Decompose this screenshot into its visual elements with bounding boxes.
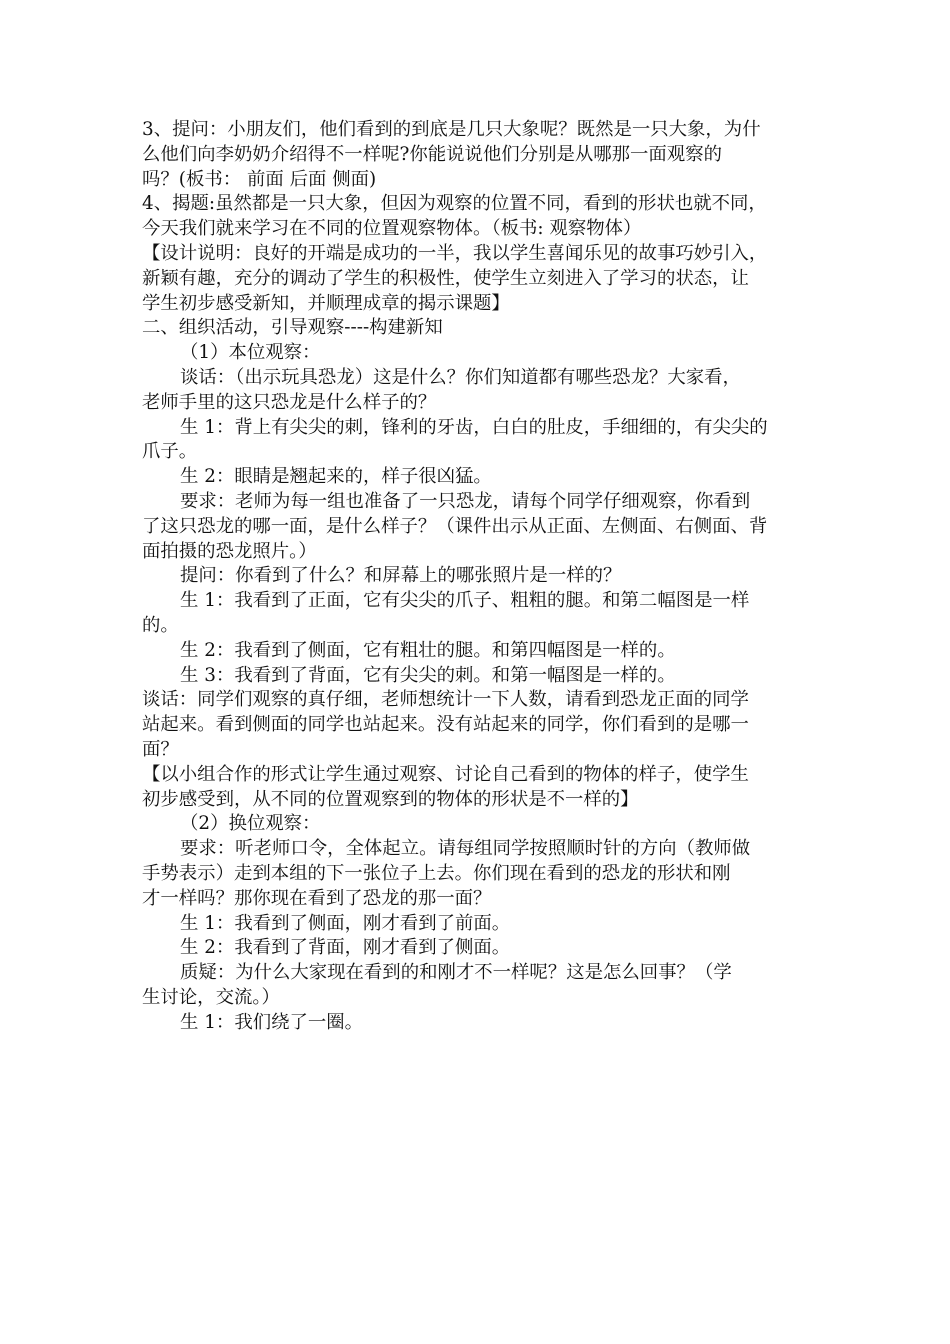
text-line: 生讨论，交流。）: [142, 986, 280, 1008]
text-line: （2）换位观察：: [180, 813, 321, 835]
text-line: 老师手里的这只恐龙是什么样子的？: [142, 391, 437, 413]
text-line: 的。: [142, 614, 179, 636]
text-line: 么他们向李奶奶介绍得不一样呢?你能说说他们分别是从哪那一面观察的: [142, 143, 722, 165]
document-body: [142, 118, 822, 1035]
text-line: 面？: [142, 738, 179, 760]
text-line: 初步感受到，从不同的位置观察到的物体的形状是不一样的】: [142, 788, 639, 810]
text-line: 3、提问：小朋友们，他们看到的到底是几只大象呢？既然是一只大象，为什: [142, 119, 761, 140]
text-line: 生 1：我看到了侧面，刚才看到了前面。: [180, 912, 511, 934]
text-line: 4、揭题:虽然都是一只大象，但因为观察的位置不同，看到的形状也就不同，: [142, 193, 767, 215]
text-line: （1）本位观察：: [180, 342, 321, 364]
text-line: 生 2：我看到了背面，刚才看到了侧面。: [180, 937, 511, 959]
text-line: 生 3：我看到了背面，它有尖尖的刺。和第一幅图是一样的。: [180, 664, 676, 686]
text-line: 生 2：眼睛是翘起来的，样子很凶猛。: [180, 466, 492, 488]
text-line: 二、组织活动，引导观察----构建新知: [142, 317, 443, 339]
text-line: 生 1：背上有尖尖的刺，锋利的牙齿，白白的肚皮，手细细的，有尖尖的: [180, 416, 768, 438]
text-line: 吗？(板书： 前面 后面 侧面): [142, 168, 377, 190]
text-line: 爪子。: [142, 441, 198, 463]
text-line: 了这只恐龙的哪一面，是什么样子？（课件出示从正面、左侧面、右侧面、背: [142, 515, 768, 537]
text-line: 才一样吗？那你现在看到了恐龙的那一面？: [142, 887, 492, 909]
text-line: 质疑：为什么大家现在看到的和刚才不一样呢？这是怎么回事？（学: [180, 962, 732, 984]
text-line: 手势表示）走到本组的下一张位子上去。你们现在看到的恐龙的形状和刚: [142, 862, 731, 884]
text-line: 谈话：同学们观察的真仔细，老师想统计一下人数，请看到恐龙正面的同学: [142, 689, 749, 711]
text-line: 提问：你看到了什么？和屏幕上的哪张照片是一样的？: [180, 565, 622, 587]
text-line: 面拍摄的恐龙照片。）: [142, 540, 317, 562]
text-line: 生 1：我看到了正面，它有尖尖的爪子、粗粗的腿。和第二幅图是一样: [180, 590, 750, 612]
text-line: 【设计说明：良好的开端是成功的一半，我以学生喜闻乐见的故事巧妙引入，: [142, 242, 768, 264]
text-line: 生 1：我们绕了一圈。: [180, 1011, 364, 1033]
text-line: 【以小组合作的形式让学生通过观察、讨论自己看到的物体的样子，使学生: [142, 763, 749, 785]
text-line: 今天我们就来学习在不同的位置观察物体。（板书: 观察物体）: [142, 218, 642, 240]
text-line: 要求：老师为每一组也准备了一只恐龙，请每个同学仔细观察，你看到: [180, 490, 751, 512]
text-line: 站起来。看到侧面的同学也站起来。没有站起来的同学，你们看到的是哪一: [142, 714, 749, 736]
text-line: 要求：听老师口令，全体起立。请每组同学按照顺时针的方向（教师做: [180, 838, 751, 860]
text-line: 生 2：我看到了侧面，它有粗壮的腿。和第四幅图是一样的。: [180, 639, 676, 661]
text-line: 学生初步感受新知，并顺理成章的揭示课题】: [142, 292, 510, 314]
text-line: 新颖有趣，充分的调动了学生的积极性，使学生立刻进入了学习的状态，让: [142, 267, 749, 289]
text-line: 谈话：（出示玩具恐龙）这是什么？你们知道都有哪些恐龙？大家看，: [180, 366, 741, 388]
